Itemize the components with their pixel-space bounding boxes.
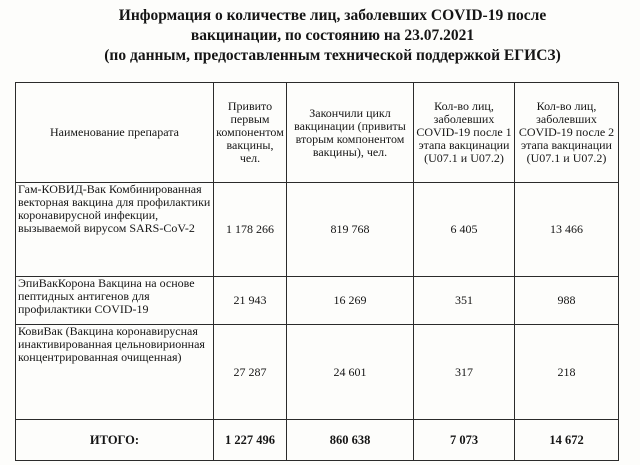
total-sick-stage-1: 7 073 xyxy=(414,420,515,461)
drug-name-cell: ЭпиВакКорона Вакцина на основе пептидных антигенов для профилактики COVID-19 xyxy=(16,277,214,325)
table-header-row xyxy=(16,83,619,183)
table-row xyxy=(16,325,619,420)
table-row xyxy=(16,183,619,277)
title-line-1: Информация о количестве лиц, заболевших COVID-19 после xyxy=(118,7,547,24)
total-sick-stage-2: 14 672 xyxy=(515,420,619,461)
sick-stage-1-cell: 317 xyxy=(414,325,515,420)
title-line-2: вакцинации, по состоянию на 23.07.2021 xyxy=(190,27,475,44)
total-label: ИТОГО: xyxy=(16,420,214,461)
header-sick-stage-1: Кол-во лиц, заболевших COVID-19 после 1 этапа вакцинации (U07.1 и U07.2) xyxy=(414,83,515,183)
total-first-dose: 1 227 496 xyxy=(214,420,287,461)
header-first-dose: Привито первым компонентом вакцины, чел. xyxy=(214,83,287,183)
sick-stage-1-cell: 6 405 xyxy=(414,183,515,277)
sick-stage-2-cell: 13 466 xyxy=(515,183,619,277)
sick-stage-2-cell: 988 xyxy=(515,277,619,325)
first-dose-cell: 1 178 266 xyxy=(214,183,287,277)
first-dose-cell: 21 943 xyxy=(214,277,287,325)
document-title xyxy=(40,6,625,66)
header-completed: Закончили цикл вакцинации (привиты вторым компонентом вакцины), чел. xyxy=(287,83,414,183)
drug-name-cell: Гам-КОВИД-Вак Комбинированная векторная вакцина для профилактики коронавирусной инфекции, вызываемой вирусом SARS-CoV-2 xyxy=(16,183,214,277)
completed-cell: 16 269 xyxy=(287,277,414,325)
total-completed: 860 638 xyxy=(287,420,414,461)
first-dose-cell: 27 287 xyxy=(214,325,287,420)
sick-stage-1-cell: 351 xyxy=(414,277,515,325)
completed-cell: 819 768 xyxy=(287,183,414,277)
drug-name-cell: КовиВак (Вакцина коронавирусная инактивированная цельновирионная концентрированная очищенная) xyxy=(16,325,214,420)
sick-stage-2-cell: 218 xyxy=(515,325,619,420)
header-drug-name: Наименование препарата xyxy=(16,83,214,183)
completed-cell: 24 601 xyxy=(287,325,414,420)
table-row xyxy=(16,277,619,325)
vaccination-report-table xyxy=(15,82,619,461)
title-line-3: (по данным, предоставленным технической поддержкой ЕГИСЗ) xyxy=(104,47,561,64)
header-sick-stage-2: Кол-во лиц, заболевших COVID-19 после 2 этапа вакцинации (U07.1 и U07.2) xyxy=(515,83,619,183)
total-row xyxy=(16,420,619,461)
